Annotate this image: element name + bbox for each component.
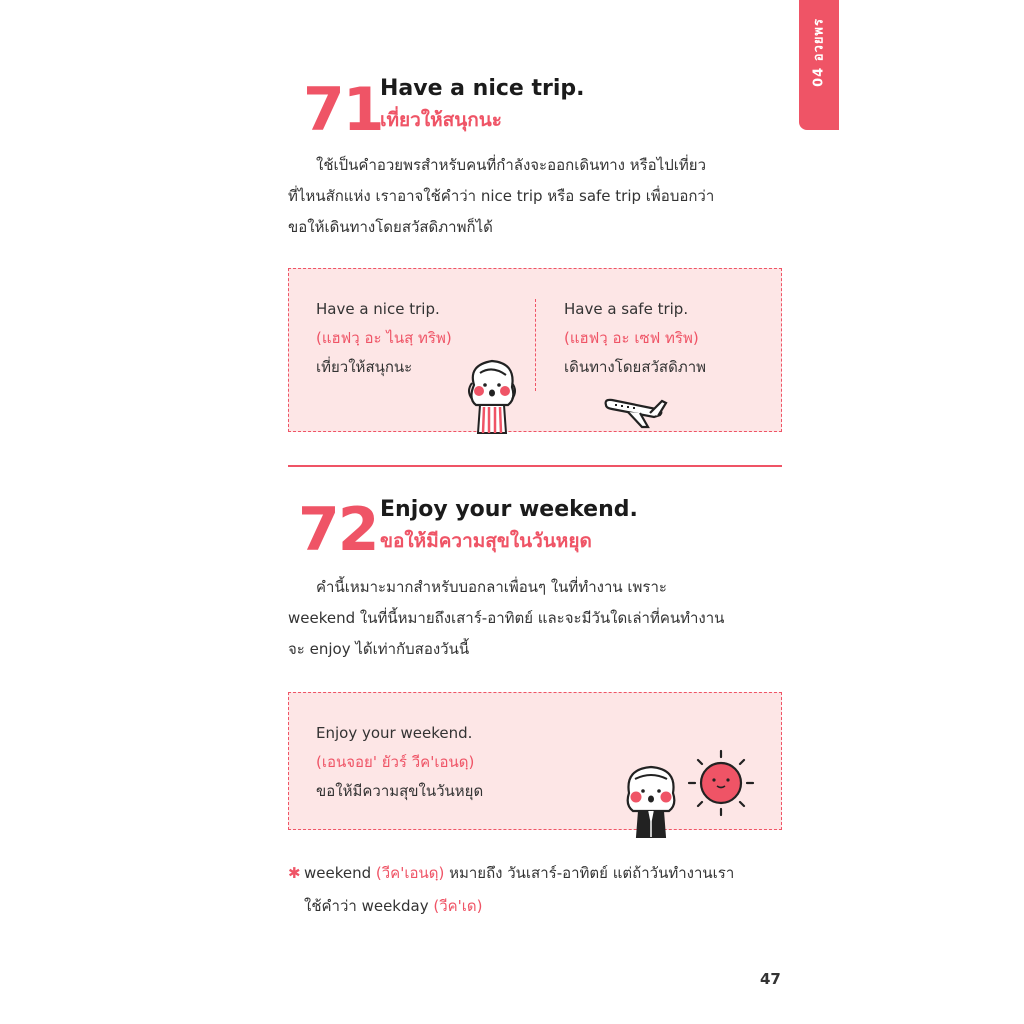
example-pronunciation: (แฮฟวฺ อะ เซฟ ทริพ) bbox=[564, 329, 699, 347]
phrase-number-72: 72 bbox=[298, 495, 378, 565]
sun-icon bbox=[685, 745, 757, 821]
footnote-line-1 bbox=[304, 858, 782, 889]
asterisk-icon: ✱ bbox=[288, 864, 301, 882]
example-pronunciation: (เอนจอย' ยัวร์ วีค'เอนดฺ) bbox=[316, 753, 475, 771]
footnote-line-2 bbox=[304, 891, 782, 922]
example-nice-trip bbox=[316, 295, 452, 382]
phrase-title-th-72: ขอให้มีความสุขในวันหยุด bbox=[380, 530, 592, 552]
explanation-71-line: ขอให้เดินทางโดยสวัสดิภาพก็ได้ bbox=[288, 218, 493, 236]
airplane-icon bbox=[602, 391, 668, 431]
footnote-text: ใช้คำว่า weekday bbox=[304, 897, 434, 915]
phrase-title-th-71: เที่ยวให้สนุกนะ bbox=[380, 109, 502, 131]
footnote-pronunciation: (วีค'เอนดฺ) bbox=[375, 864, 445, 882]
example-divider bbox=[535, 299, 536, 391]
girl-illustration-icon bbox=[462, 355, 522, 435]
example-box-72 bbox=[288, 692, 782, 830]
example-th: เดินทางโดยสวัสดิภาพ bbox=[564, 358, 707, 376]
phrase-title-en-71: Have a nice trip. bbox=[380, 76, 585, 101]
girl-weekend-illustration-icon bbox=[619, 763, 683, 839]
phrase-number-71: 71 bbox=[303, 75, 383, 145]
section-divider bbox=[288, 465, 782, 467]
chapter-tab bbox=[799, 0, 839, 130]
example-enjoy-weekend bbox=[316, 719, 483, 806]
explanation-71 bbox=[288, 150, 782, 243]
example-en: Have a nice trip. bbox=[316, 300, 440, 318]
example-th: เที่ยวให้สนุกนะ bbox=[316, 358, 413, 376]
example-pronunciation: (แฮฟวฺ อะ ไนสฺ ทริพ) bbox=[316, 329, 452, 347]
footnote-pronunciation: (วีค'เด) bbox=[433, 897, 483, 915]
example-en: Have a safe trip. bbox=[564, 300, 689, 318]
explanation-71-line: ที่ไหนสักแห่ง เราอาจใช้คำว่า nice trip หรือ safe trip เพื่อบอกว่า bbox=[288, 187, 715, 205]
example-safe-trip bbox=[564, 295, 706, 382]
phrase-title-en-72: Enjoy your weekend. bbox=[380, 497, 638, 522]
footnote-text: weekend bbox=[304, 864, 376, 882]
chapter-tab-label: 04 อวยพร bbox=[811, 18, 827, 87]
explanation-72-line: จะ enjoy ได้เท่ากับสองวันนี้ bbox=[288, 640, 470, 658]
explanation-72 bbox=[288, 572, 782, 665]
page-number: 47 bbox=[760, 970, 781, 988]
footnote-text: หมายถึง วันเสาร์-อาทิตย์ แต่ถ้าวันทำงานเรา bbox=[444, 864, 735, 882]
example-box-71 bbox=[288, 268, 782, 432]
explanation-72-line: คำนี้เหมาะมากสำหรับบอกลาเพื่อนๆ ในที่ทำงาน เพราะ bbox=[316, 578, 667, 596]
explanation-71-line: ใช้เป็นคำอวยพรสำหรับคนที่กำลังจะออกเดินทาง หรือไปเที่ยว bbox=[316, 156, 706, 174]
explanation-72-line: weekend ในที่นี้หมายถึงเสาร์-อาทิตย์ และจะมีวันใดเล่าที่คนทำงาน bbox=[288, 609, 725, 627]
example-en: Enjoy your weekend. bbox=[316, 724, 473, 742]
example-th: ขอให้มีความสุขในวันหยุด bbox=[316, 782, 484, 800]
